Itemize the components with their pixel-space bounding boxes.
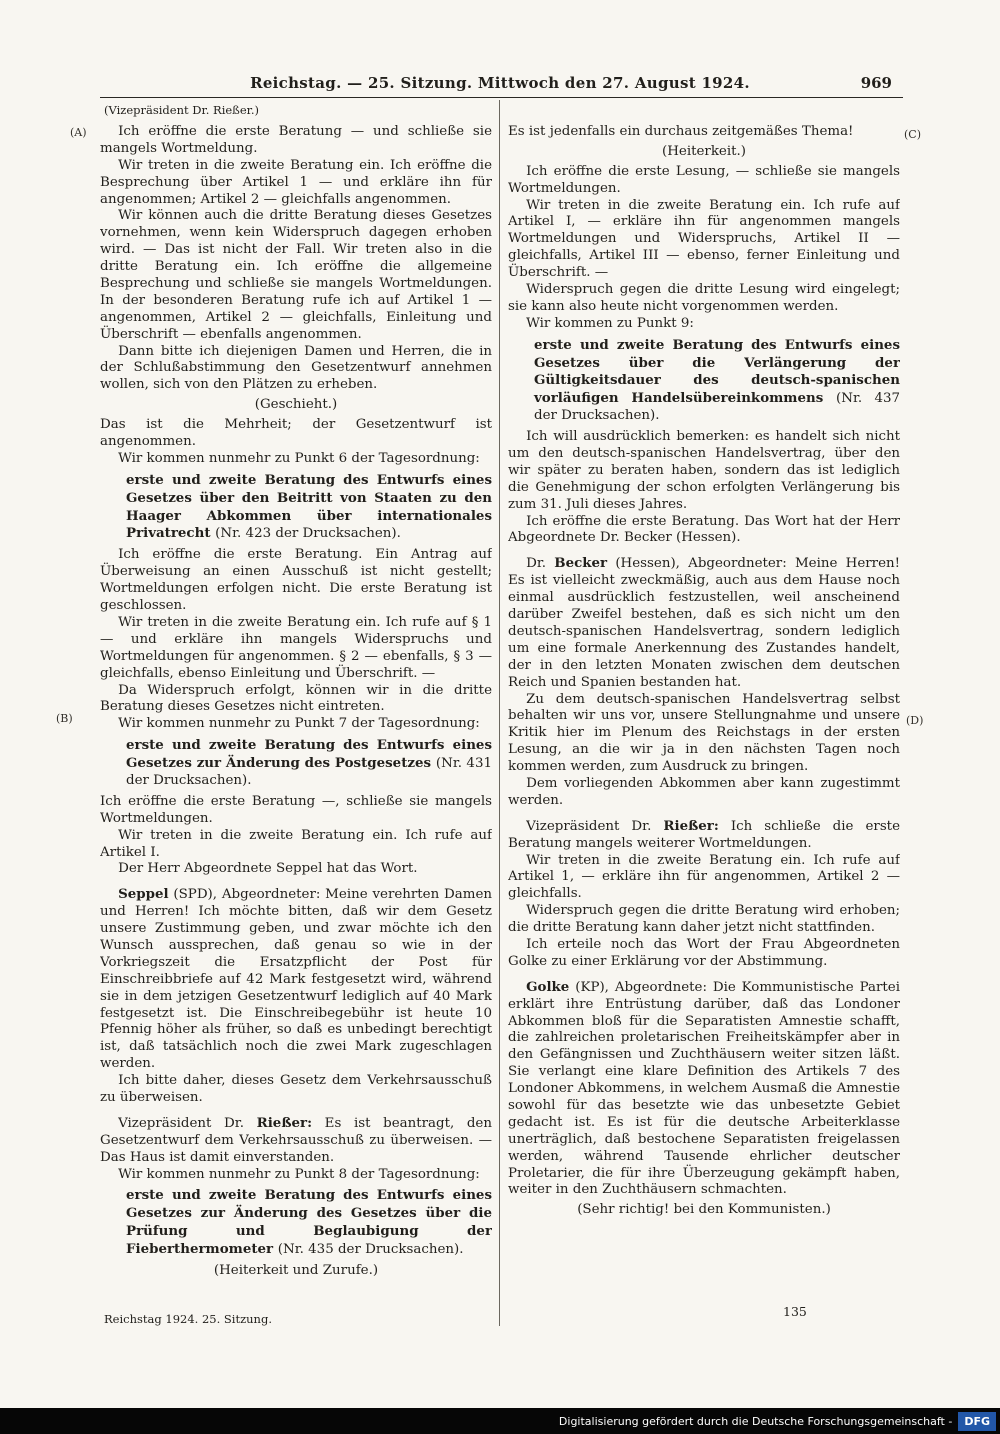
paragraph: Widerspruch gegen die dritte Beratung wird erhoben; die dritte Beratung kann daher jetzt nicht stattfinden. (508, 903, 900, 936)
paragraph: Ich eröffne die erste Beratung — und schließe sie mangels Wortmeldung. (100, 124, 492, 156)
paragraph: Ich eröffne die erste Beratung. Ein Antrag auf Überweisung an einen Ausschuß ist nicht gestellt; Wortmeldungen erfolgen nicht. Die erste Beratung ist geschlossen. (100, 547, 492, 614)
column-divider (499, 100, 500, 1326)
paragraph: Wir treten in die zweite Beratung ein. Ich rufe auf Artikel 1, — erkläre ihn für angenommen, Artikel 2 — gleichfalls. (508, 852, 900, 902)
margin-marker-b: (B) (56, 712, 73, 725)
speaker-name: Becker (554, 555, 608, 572)
paragraph: Ich eröffne die erste Beratung —, schließe sie mangels Wortmeldungen. (100, 793, 492, 826)
paragraph: Wir kommen nunmehr zu Punkt 7 der Tagesordnung: (118, 716, 480, 732)
paragraph: Wir treten in die zweite Beratung ein. Ich rufe auf § 1 — und erkläre ihn mangels Widerspruchs und Wortmeldungen für angenommen. § 2 — ebenfalls, § 3 — gleichfalls, ebenso Einleitung und Überschrift. — (100, 614, 492, 681)
paragraph: Ich bitte daher, dieses Gesetz dem Verkehrsausschuß zu überweisen. (100, 1073, 492, 1105)
speaker-name: Seppel (118, 886, 169, 903)
paragraph: Ich will ausdrücklich bemerken: es handelt sich nicht um den deutsch-spanischen Handelsvertrag, über den wir später zu beraten haben, sondern das ist lediglich die Genehmigung der schon erfolgten Verlängerung bis zum 31. Juli dieses Jahres. (508, 429, 900, 512)
agenda-item-heading (534, 337, 900, 425)
stage-direction: (Sehr richtig! bei den Kommunisten.) (577, 1202, 831, 1218)
paragraph: Zu dem deutsch-spanischen Handelsvertrag selbst behalten wir uns vor, unsere Stellungnahme und unsere Kritik hier im Plenum des Reichstags in der ersten Lesung, an die wir ja in den nächsten Tagen noch kommen werden, zum Ausdruck zu bringen. (508, 691, 900, 775)
heading-bold-text: erste und zweite Beratung des Entwurfs eines Gesetzes über die Verlängerung der Gültigkeitsdauer des deutsch-spanischen vorläufigen Handelsübereinkommens (534, 336, 900, 407)
dfg-logo: DFG (958, 1412, 996, 1431)
presiding-note: (Vizepräsident Dr. Rießer.) (104, 103, 260, 117)
header-title: Reichstag. — 25. Sitzung. Mittwoch den 27. August 1924. (250, 74, 750, 92)
speech-paragraph (100, 886, 492, 1073)
paragraph: Wir kommen nunmehr zu Punkt 8 der Tagesordnung: (118, 1166, 480, 1182)
paragraph: Wir treten in die zweite Beratung ein. Ich rufe auf Artikel I. (100, 827, 492, 860)
speaker-prefix: Vizepräsident Dr. (526, 818, 664, 834)
speaker-prefix: Dr. (526, 556, 555, 572)
speech-text: (SPD), Abgeordneter: Meine verehrten Damen und Herren! Ich möchte bitten, daß wir dem Gesetz unsere Zustimmung geben, und zwar möchte ich den Wunsch aussprechen, daß genau so wie in der Vorkriegszeit die Ersatzpflicht der Post für Einschreibbriefe auf 42 Mark festgesetzt wird, während sie in dem jetzigen Gesetzentwurf lediglich auf 40 Mark festgesetzt ist. Die Einschreibegebühr ist heute 10 Pfennig höher als früher, so daß es unbedingt berechtigt ist, daß tatsächlich noch die zwei Mark zugeschlagen werden. (100, 887, 492, 1072)
speech-text: Ich schließe die erste Beratung mangels weiterer Wortmeldungen. (508, 818, 900, 851)
agenda-item-heading (126, 1187, 492, 1259)
agenda-item-heading (126, 472, 492, 544)
footer-session-note: Reichstag 1924. 25. Sitzung. (104, 1312, 272, 1326)
stage-direction: (Heiterkeit und Zurufe.) (213, 1263, 379, 1278)
paragraph: Wir kommen zu Punkt 9: (526, 315, 694, 331)
paragraph: Wir kommen nunmehr zu Punkt 6 der Tagesordnung: (118, 450, 480, 466)
heading-bold-text: erste und zweite Beratung des Entwurfs eines Gesetzes zur Änderung des Gesetzes über die Prüfung und Beglaubigung der Fieberthermometer (126, 1187, 492, 1258)
paragraph: Widerspruch gegen die dritte Lesung wird eingelegt; sie kann also heute nicht vorgenommen werden. (508, 282, 900, 314)
speaker-name: Rießer: (256, 1114, 313, 1131)
page-number: 969 (860, 74, 892, 92)
speaker-name: Golke (526, 978, 570, 995)
margin-marker-d: (D) (906, 714, 924, 727)
paragraph: Der Herr Abgeordnete Seppel hat das Wort. (118, 861, 418, 877)
paragraph: Ich erteile noch das Wort der Frau Abgeordneten Golke zu einer Erklärung vor der Abstimmung. (508, 936, 900, 969)
speaker-prefix: Vizepräsident Dr. (118, 1115, 257, 1131)
digitization-text: Digitalisierung gefördert durch die Deutsche Forschungsgemeinschaft - (558, 1414, 953, 1428)
stage-direction: (Geschieht.) (254, 397, 338, 413)
heading-reference: (Nr. 423 der Drucksachen). (215, 526, 401, 542)
paragraph: Dem vorliegenden Abkommen aber kann zugestimmt werden. (508, 775, 900, 808)
paragraph: Dann bitte ich diejenigen Damen und Herren, die in der Schlußabstimmung den Gesetzentwurf annehmen wollen, sich von den Plätzen zu erheben. (100, 343, 492, 393)
heading-reference: (Nr. 431 der Drucksachen). (126, 756, 492, 788)
paragraph: Wir können auch die dritte Beratung dieses Gesetzes vornehmen, wenn kein Widerspruch dagegen erhoben wird. — Das ist nicht der Fall. Wir treten also in die dritte Beratung ein. Ich eröffne die allgemeine Besprechung und schließe sie mangels Wortmeldungen. In der besonderen Beratung rufe ich auf Artikel 1 — angenommen, Artikel 2 — gleichfalls, Einleitung und Überschrift — ebenfalls angenommen. (100, 208, 492, 342)
agenda-item-heading (126, 737, 492, 790)
speaker-name: Rießer: (663, 817, 719, 834)
digitization-bar (0, 1408, 1000, 1434)
speech-paragraph (508, 979, 900, 1200)
paragraph: Wir treten in die zweite Beratung ein. Ich rufe auf Artikel I, — erkläre ihn für angenommen mangels Wortmeldungen und Widerspruchs, Artikel II — gleichfalls, Artikel III — ebenso, ferner Einleitung und Überschrift. — (508, 197, 900, 281)
right-column (508, 124, 900, 1306)
heading-bold-text: erste und zweite Beratung des Entwurfs eines Gesetzes zur Änderung des Postgesetzes (126, 737, 492, 772)
header-rule (100, 97, 903, 98)
page-header (100, 74, 900, 96)
heading-bold-text: erste und zweite Beratung des Entwurfs eines Gesetzes über den Beitritt von Staaten zu den Haager Abkommen über internationales Privatrecht (126, 471, 492, 542)
speech-paragraph (508, 555, 900, 691)
speech-text: (Hessen), Abgeordneter: Meine Herren! Es ist vielleicht zweckmäßig, auch aus dem Hause noch einmal ausdrücklich festzustellen, weil anscheinend darüber Zweifel bestehen, daß es sich nicht um den deutsch-spanischen Handelsvertrag, sondern lediglich um eine formale Anerkennung des Zustandes handelt, der in den letzten Monaten zwischen dem deutschen Reich und Spanien bestanden hat. (508, 556, 900, 690)
speech-paragraph (100, 1115, 492, 1167)
paragraph: Das ist die Mehrheit; der Gesetzentwurf ist angenommen. (100, 417, 492, 450)
paragraph: Da Widerspruch erfolgt, können wir in die dritte Beratung dieses Gesetzes nicht eintreten. (100, 682, 492, 715)
speech-text: Es ist beantragt, den Gesetzentwurf dem Verkehrsausschuß zu überweisen. — Das Haus ist damit einverstanden. (100, 1115, 492, 1165)
speech-text: (KP), Abgeordnete: Die Kommunistische Partei erklärt ihre Entrüstung darüber, daß das Londoner Abkommen bloß für die Separatisten Amnestie schafft, die zahlreichen proletarischen Freiheitskämpfer aber in den Gefängnissen und Zuchthäusern weiter sitzen läßt. Sie verlangt eine klare Definition des Artikels 7 des Londoner Abkommens, in welchem Ausmaß die Amnestie sowohl für das besetzte wie das unbesetzte Gebiet gedacht ist. Es ist für die deutsche Arbeiterklasse unerträglich, daß bestochene Separatisten freigelassen werden, während Tausende ehrlicher deutscher Proletarier, die für ihre Überzeugung gekämpft haben, weiter in den Zuchthäusern schmachten. (508, 979, 900, 1198)
paragraph: Ich eröffne die erste Beratung. Das Wort hat der Herr Abgeordnete Dr. Becker (Hessen). (508, 513, 900, 546)
margin-marker-c: (C) (904, 128, 921, 141)
left-column (100, 124, 492, 1306)
paragraph: Ich eröffne die erste Lesung, — schließe sie mangels Wortmeldungen. (508, 163, 900, 196)
footer-sheet-number: 135 (783, 1304, 807, 1319)
speech-paragraph (508, 818, 900, 853)
paragraph: Es ist jedenfalls ein durchaus zeitgemäßes Thema! (508, 124, 854, 139)
heading-reference: (Nr. 437 der Drucksachen). (534, 391, 900, 424)
margin-marker-a: (A) (70, 126, 87, 139)
paragraph: Wir treten in die zweite Beratung ein. Ich eröffne die Besprechung über Artikel 1 — und erkläre ihn für angenommen; Artikel 2 — gleichfalls angenommen. (100, 157, 492, 207)
stage-direction: (Heiterkeit.) (662, 143, 746, 159)
heading-reference: (Nr. 435 der Drucksachen). (277, 1242, 464, 1258)
